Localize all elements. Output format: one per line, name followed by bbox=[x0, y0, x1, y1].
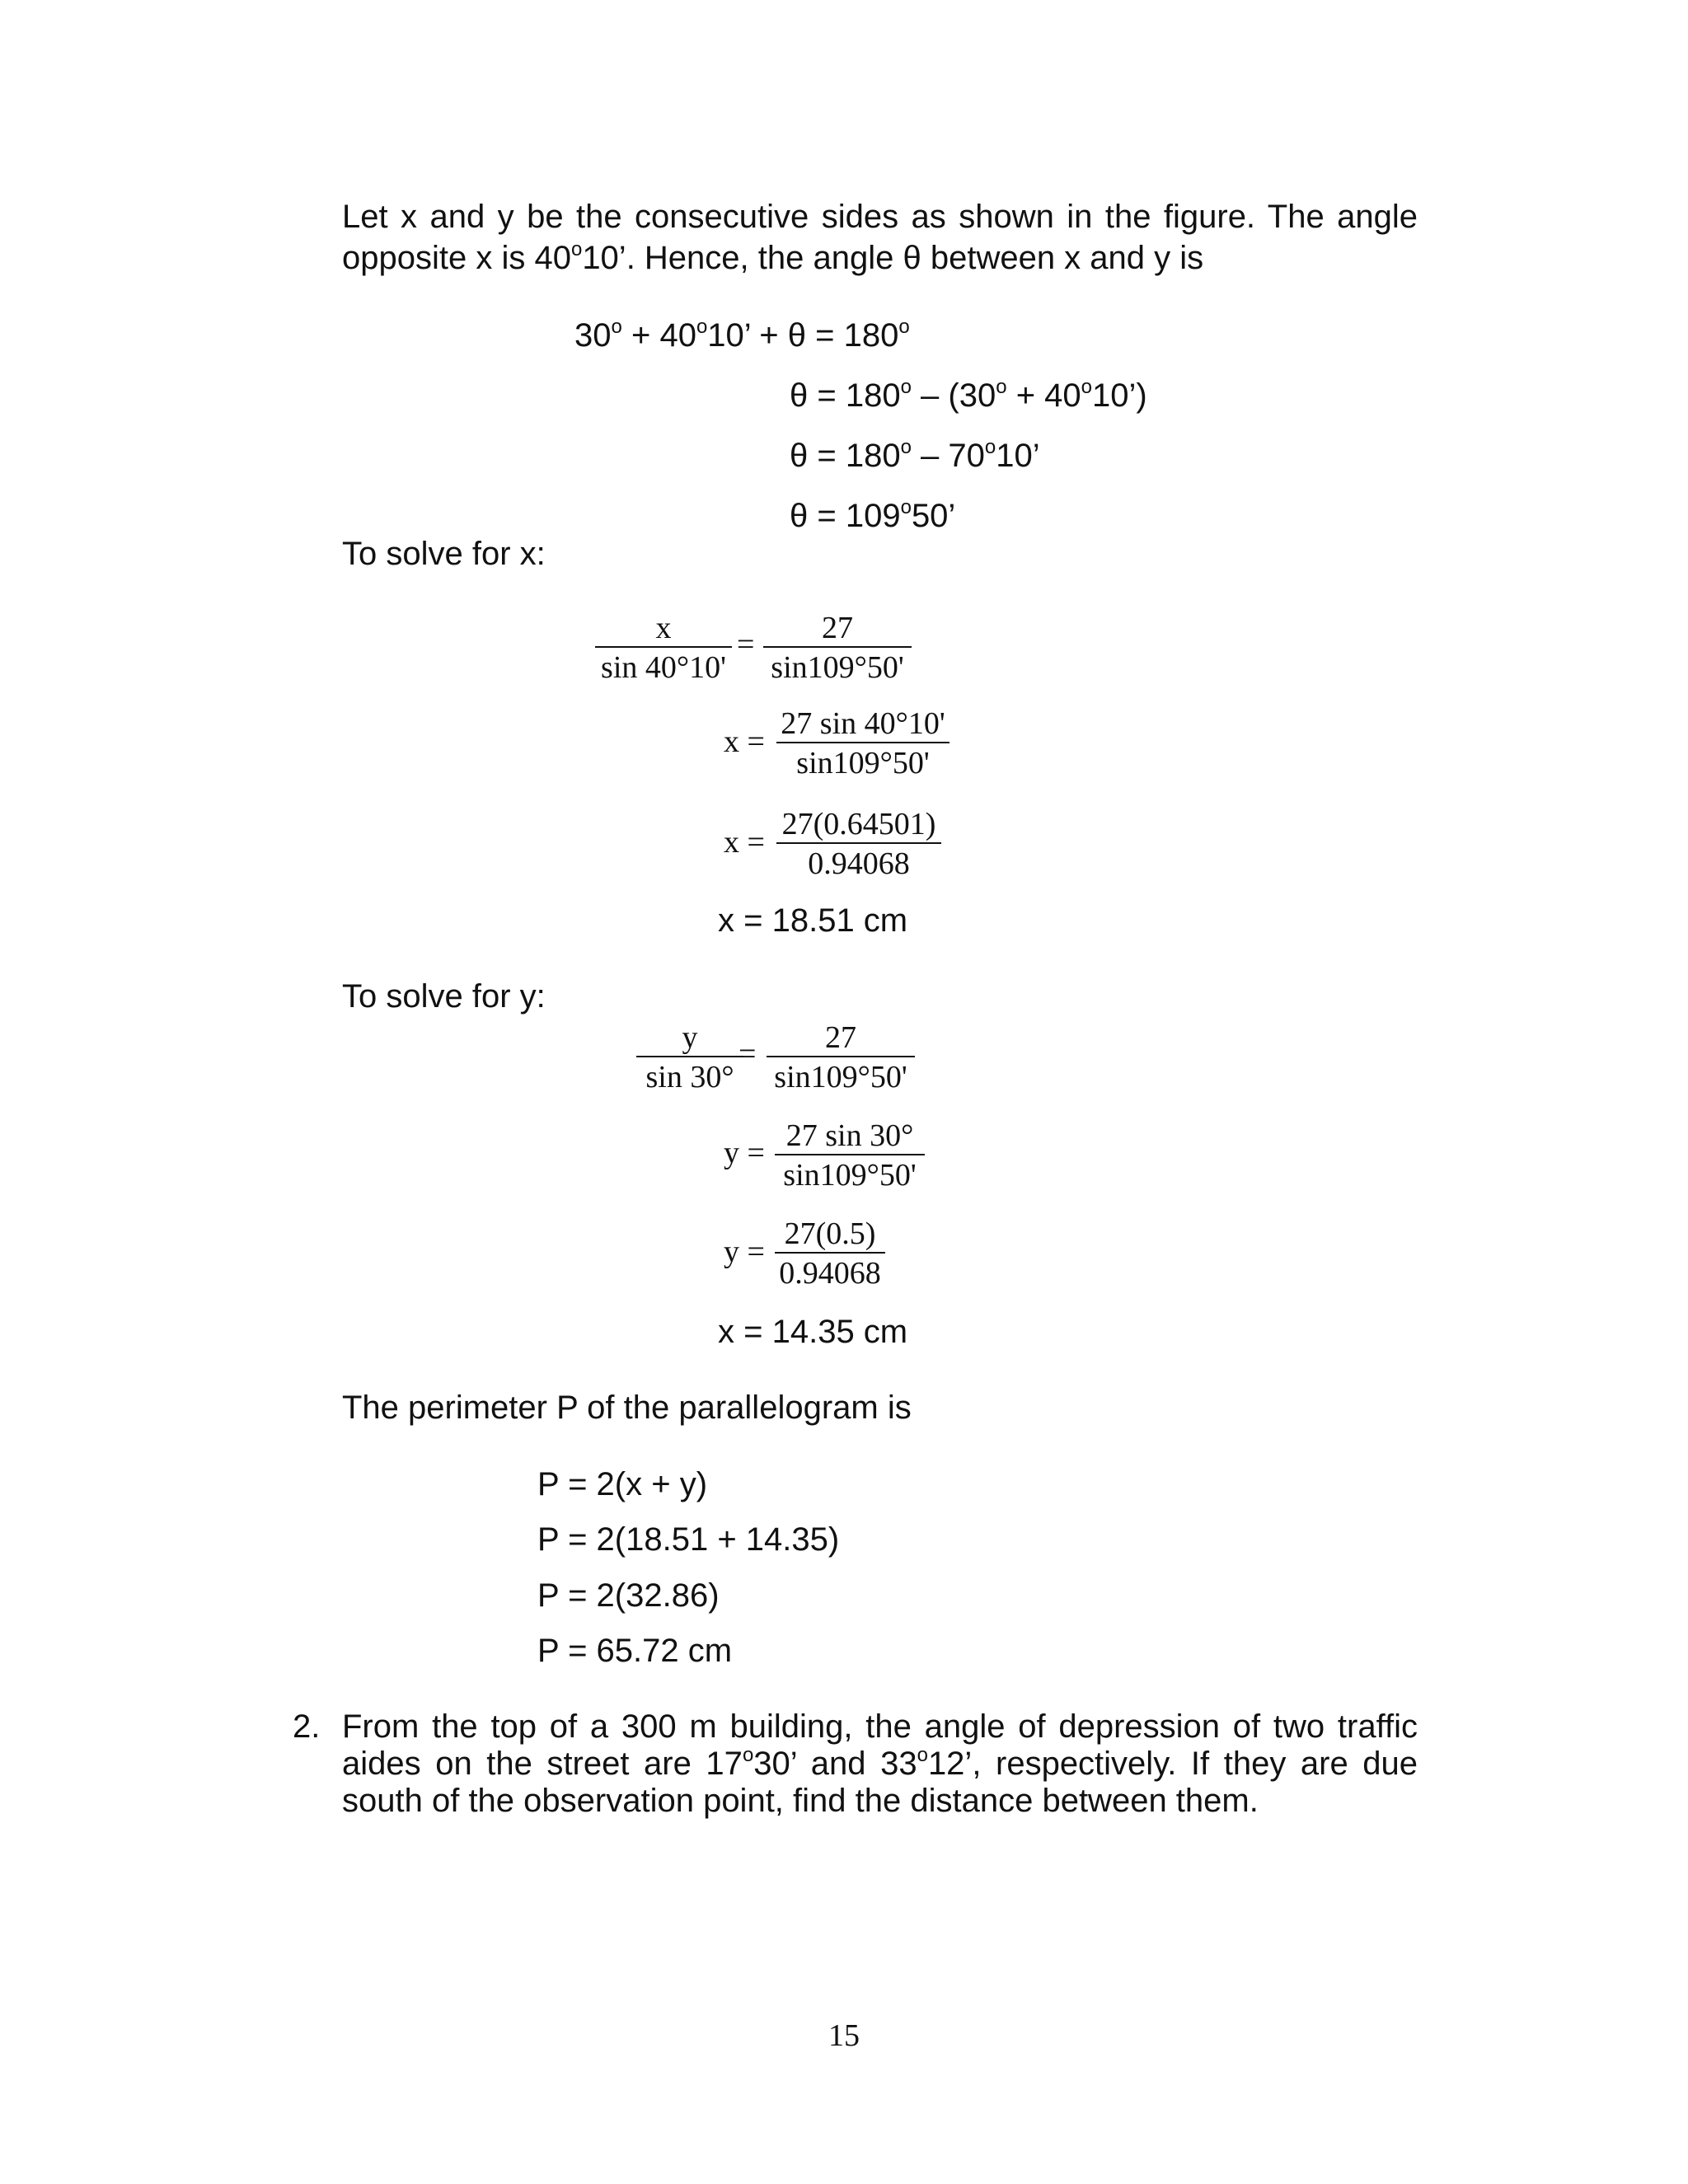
equals-sign: = bbox=[738, 1037, 757, 1071]
solve-x-heading: To solve for x: bbox=[342, 536, 546, 572]
theta-step-4: $\theta = 109^o50$’ bbox=[790, 496, 956, 534]
page-number: 15 bbox=[828, 2018, 860, 2053]
solve-x-eq2-lhs: x = bbox=[724, 724, 765, 759]
perimeter-step-1: P = 2(x + y) bbox=[537, 1466, 708, 1502]
fraction-numerator: 27(0.64501) bbox=[781, 807, 936, 841]
perimeter-step-3: P = 2(32.86) bbox=[537, 1577, 720, 1614]
fraction-numerator: 27 bbox=[825, 1020, 856, 1055]
fraction-numerator: x bbox=[655, 611, 672, 645]
equals-sign: = bbox=[737, 627, 755, 662]
fraction-denominator: 0.94068 bbox=[808, 846, 910, 881]
theta-step-1: $30^o + 40^o10$’ + $\theta = 180^o$ bbox=[574, 316, 910, 354]
solve-x-eq1-right-fraction bbox=[763, 610, 912, 687]
fraction-numerator: 27(0.5) bbox=[784, 1216, 876, 1251]
solve-x-eq1-left-fraction bbox=[595, 610, 732, 687]
solve-y-eq1-left-fraction bbox=[636, 1019, 743, 1097]
problem-2-number: 2. bbox=[293, 1708, 321, 1745]
fraction-denominator: 0.94068 bbox=[779, 1256, 881, 1291]
solve-y-heading: To solve for y: bbox=[342, 978, 546, 1015]
fraction-numerator: 27 bbox=[822, 611, 853, 645]
fraction-numerator: y bbox=[682, 1020, 698, 1055]
fraction-numerator: 27 sin 30° bbox=[785, 1118, 914, 1153]
solve-x-eq3-lhs: x = bbox=[724, 825, 765, 860]
fraction-denominator: sin109°50' bbox=[796, 746, 930, 780]
perimeter-step-4: P = 65.72 cm bbox=[537, 1633, 733, 1669]
solve-y-eq3-lhs: y = bbox=[724, 1235, 765, 1269]
solve-x-result: x = 18.51 cm bbox=[718, 902, 908, 939]
fraction-denominator: sin109°50' bbox=[771, 650, 904, 685]
solve-y-eq1-right-fraction bbox=[767, 1019, 915, 1097]
intro-line-2: opposite x is 40$^o$10’. Hence, the angle θ between x and y is bbox=[342, 238, 1204, 276]
solve-x-eq3-fraction bbox=[776, 806, 941, 883]
solve-y-eq2-lhs: y = bbox=[724, 1136, 765, 1170]
solve-y-eq2-fraction bbox=[775, 1118, 925, 1195]
theta-step-3: $\theta = 180^o - 70^o10$’ bbox=[790, 436, 1040, 474]
fraction-denominator: sin109°50' bbox=[774, 1060, 907, 1094]
perimeter-intro: The perimeter P of the parallelogram is bbox=[342, 1390, 912, 1426]
problem-2-line-2: aides on the street are 17$^o$30’ and 33$^o$12’, respectively. If they are due bbox=[342, 1744, 1418, 1782]
fraction-denominator: sin109°50' bbox=[783, 1158, 917, 1193]
intro-line-1: Let x and y be the consecutive sides as shown in the figure. The angle bbox=[342, 199, 1418, 235]
theta-step-2: $\theta = 180^o - (30^o$ + $40^o10$’) bbox=[790, 376, 1147, 414]
solve-y-eq3-fraction bbox=[775, 1216, 885, 1293]
fraction-numerator: 27 sin 40°10' bbox=[781, 706, 945, 741]
fraction-denominator: sin 30° bbox=[645, 1060, 734, 1094]
solve-y-result: x = 14.35 cm bbox=[718, 1314, 908, 1350]
problem-2-line-3: south of the observation point, find the distance between them. bbox=[342, 1783, 1259, 1819]
solve-x-eq2-fraction bbox=[776, 705, 950, 783]
perimeter-step-2: P = 2(18.51 + 14.35) bbox=[537, 1521, 840, 1558]
fraction-denominator: sin 40°10' bbox=[601, 650, 726, 685]
problem-2-line-1: From the top of a 300 m building, the angle of depression of two traffic bbox=[342, 1708, 1418, 1745]
